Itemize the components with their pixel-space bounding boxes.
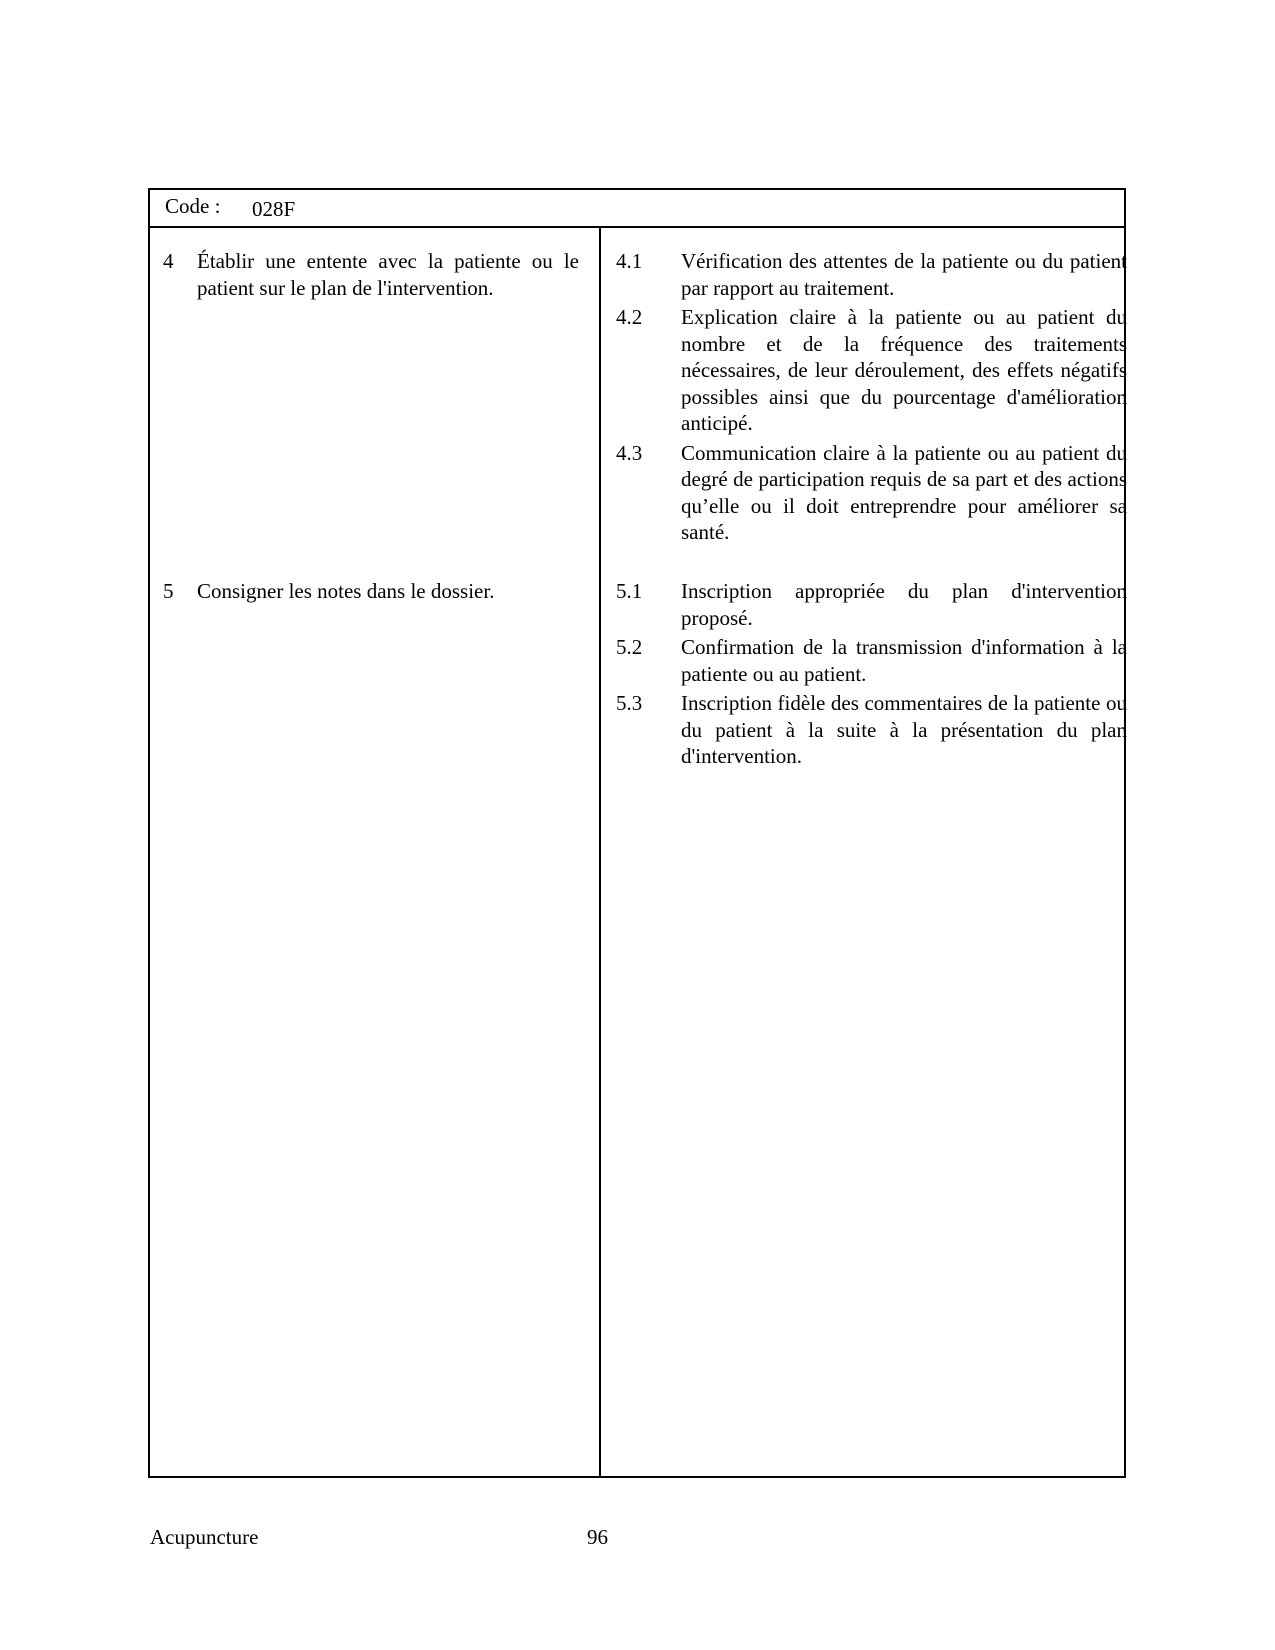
criterion-text: Communication claire à la patiente ou au patient du degré de participation requis de sa part et des actions qu’elle ou il doit entreprendre pour améliorer sa santé. <box>681 440 1127 544</box>
criterion-text: Inscription fidèle des commentaires de la patiente ou du patient à la suite à la présentation du plan d'intervention. <box>681 691 1127 768</box>
step-item <box>163 248 579 301</box>
criterion-item <box>616 304 1127 437</box>
criterion-number: 5.2 <box>616 635 643 659</box>
criterion-number: 5.1 <box>616 579 643 603</box>
code-header-row <box>150 190 1124 228</box>
step-text: Consigner les notes dans le dossier. <box>197 579 495 603</box>
competency-table <box>148 188 1126 1478</box>
criterion-item <box>616 578 1127 631</box>
criterion-text: Inscription appropriée du plan d'intervention proposé. <box>681 579 1127 630</box>
step-text: Établir une entente avec la patiente ou le patient sur le plan de l'intervention. <box>197 249 579 300</box>
criteria-group <box>616 578 1127 773</box>
step-item <box>163 578 579 605</box>
criteria-group <box>616 248 1127 549</box>
criterion-item <box>616 248 1127 301</box>
code-value: 028F <box>252 197 296 221</box>
criterion-number: 4.2 <box>616 305 643 329</box>
criterion-text: Confirmation de la transmission d'information à la patiente ou au patient. <box>681 635 1127 686</box>
page-number: 96 <box>587 1525 608 1549</box>
step-number: 5 <box>163 579 174 603</box>
criteria-column <box>601 226 1127 1476</box>
code-label: Code : <box>165 194 221 218</box>
criterion-item <box>616 440 1127 546</box>
steps-column <box>150 226 599 1476</box>
step-number: 4 <box>163 249 174 273</box>
criterion-number: 4.1 <box>616 249 643 273</box>
criterion-item <box>616 634 1127 687</box>
criterion-number: 5.3 <box>616 691 643 715</box>
criterion-number: 4.3 <box>616 440 643 465</box>
criterion-text: Vérification des attentes de la patiente ou du patient par rapport au traitement. <box>681 249 1127 300</box>
criterion-text: Explication claire à la patiente ou au patient du nombre et de la fréquence des traitements nécessaires, de leur déroulement, des effets négatifs possibles ainsi que du pourcentage d'amélioration anticipé. <box>681 305 1127 435</box>
criterion-item <box>616 690 1127 770</box>
footer-title: Acupuncture <box>150 1525 259 1549</box>
